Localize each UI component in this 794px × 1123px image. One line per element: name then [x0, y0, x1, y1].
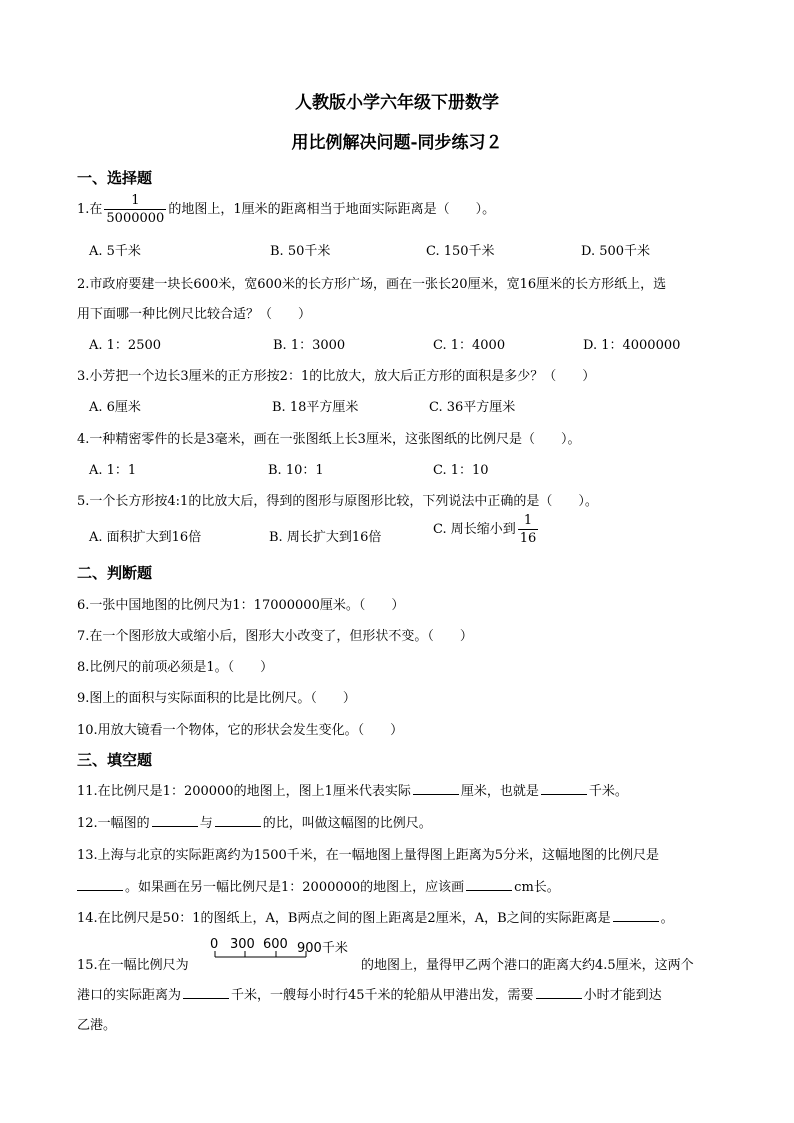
answer-blank[interactable] [152, 814, 198, 827]
q5-fraction-numerator: 1 [523, 513, 533, 528]
question-15-text-a: 15.在一幅比例尺为 [77, 958, 189, 973]
q3-option-a: A. 6厘米 [89, 400, 141, 415]
answer-blank[interactable] [541, 782, 587, 795]
scale-ruler [210, 937, 350, 967]
answer-blank[interactable] [613, 909, 659, 922]
q1-suffix: 的地图上，1厘米的距离相当于地面实际距离是（ ）。 [168, 202, 496, 217]
q1-option-b: B. 50千米 [270, 244, 331, 259]
question-14 [77, 907, 674, 926]
q5-option-c-prefix: C. 周长缩小到 [433, 522, 516, 537]
q2-option-d: D. 1：4000000 [583, 338, 681, 353]
q14-text-b: 。 [660, 911, 674, 926]
scale-label-900: 900千米 [297, 941, 348, 956]
q4-option-c: C. 1：10 [433, 463, 489, 478]
q1-option-c: C. 150千米 [426, 244, 495, 259]
answer-blank[interactable] [183, 986, 229, 999]
scale-bar [210, 937, 350, 967]
q1-option-d: D. 500千米 [581, 244, 651, 259]
q12-text-a: 12.一幅图的 [77, 816, 150, 831]
question-12 [77, 812, 432, 831]
q13-text-b: cm长。 [514, 880, 560, 895]
question-10: 10.用放大镜看一个物体，它的形状会发生变化。（ ） [77, 723, 404, 738]
question-6: 6.一张中国地图的比例尺为1：17000000厘米。（ ） [77, 598, 405, 613]
question-2-line-1: 2.市政府要建一块长600米，宽600米的长方形广场，画在一张长20厘米，宽16厘米的长方形纸上，选 [77, 277, 667, 292]
question-1 [77, 194, 495, 225]
q11-text-a: 11.在比例尺是1：200000的地图上，图上1厘米代表实际 [77, 784, 411, 799]
scale-label-600: 600 [263, 937, 288, 952]
q2-option-b: B. 1：3000 [273, 338, 346, 353]
question-15-line-3: 乙港。 [77, 1018, 117, 1033]
question-2-line-2: 用下面哪一种比例尺比较合适？（ ） [77, 307, 312, 322]
q5-fraction-denominator: 16 [519, 531, 537, 546]
question-15-line-2 [77, 984, 662, 1003]
q3-option-c: C. 36平方厘米 [429, 400, 516, 415]
scale-label-0: 0 [210, 937, 219, 952]
q2-option-c: C. 1：4000 [433, 338, 506, 353]
question-13-line-2 [77, 876, 560, 895]
q11-text-b: 厘米，也就是 [460, 784, 539, 799]
section-heading-judge: 二、判断题 [77, 564, 153, 582]
question-3: 3.小芳把一个边长3厘米的正方形按2：1的比放大，放大后正方形的面积是多少？（ ） [77, 369, 596, 384]
question-5: 5.一个长方形按4:1的比放大后，得到的图形与原图形比较，下列说法中正确的是（ ）。 [77, 494, 598, 509]
q1-option-a: A. 5千米 [89, 244, 141, 259]
answer-blank[interactable] [215, 814, 261, 827]
q15-line2-a: 港口的实际距离为 [77, 988, 182, 1003]
question-8: 8.比例尺的前项必须是1。（ ） [77, 660, 274, 675]
q5-option-c-fraction [518, 514, 539, 545]
q5-option-a: A. 面积扩大到16倍 [89, 530, 202, 545]
q1-prefix: 1.在 [77, 202, 103, 217]
section-heading-choice: 一、选择题 [77, 169, 153, 187]
q12-text-b: 与 [199, 816, 213, 831]
page-subtitle: 用比例解决问题-同步练习２ [291, 133, 503, 153]
q15-line2-b: 千米，一艘每小时行45千米的轮船从甲港出发，需要 [231, 988, 534, 1003]
answer-blank[interactable] [77, 878, 123, 891]
q11-text-c: 千米。 [588, 784, 628, 799]
section-heading-fill: 三、填空题 [77, 751, 153, 769]
answer-blank[interactable] [536, 986, 582, 999]
q12-text-c: 的比，叫做这幅图的比例尺。 [262, 816, 432, 831]
question-15-text-b: 的地图上，量得甲乙两个港口的距离大约4.5厘米，这两个 [361, 958, 694, 973]
q1-fraction [104, 194, 166, 225]
q13-text-a: 。如果画在另一幅比例尺是1：2000000的地图上，应该画 [125, 880, 465, 895]
question-13-line-1: 13.上海与北京的实际距离约为1500千米，在一幅地图上量得图上距离为5分米，这幅地图的比例尺是 [77, 848, 660, 863]
q2-option-a: A. 1：2500 [89, 338, 162, 353]
page-title: 人教版小学六年级下册数学 [295, 93, 499, 113]
scale-label-300: 300 [230, 937, 255, 952]
question-7: 7.在一个图形放大或缩小后，图形大小改变了，但形状不变。（ ） [77, 629, 473, 644]
q5-option-c [433, 514, 540, 545]
q1-fraction-numerator: 1 [131, 193, 140, 208]
q3-option-b: B. 18平方厘米 [272, 400, 359, 415]
q14-text-a: 14.在比例尺是50：1的图纸上，A，B两点之间的图上距离是2厘米，A，B之间的实际距离是 [77, 911, 611, 926]
question-9: 9.图上的面积与实际面积的比是比例尺。（ ） [77, 691, 356, 706]
q4-option-a: A. 1：1 [89, 463, 137, 478]
answer-blank[interactable] [413, 782, 459, 795]
q1-fraction-denominator: 5000000 [106, 211, 165, 226]
question-4: 4.一种精密零件的长是3毫米，画在一张图纸上长3厘米，这张图纸的比例尺是（ ）。 [77, 432, 581, 447]
question-11 [77, 780, 628, 799]
q15-line2-c: 小时才能到达 [583, 988, 662, 1003]
q4-option-b: B. 10：1 [268, 463, 324, 478]
q5-option-b: B. 周长扩大到16倍 [269, 530, 382, 545]
answer-blank[interactable] [466, 878, 512, 891]
